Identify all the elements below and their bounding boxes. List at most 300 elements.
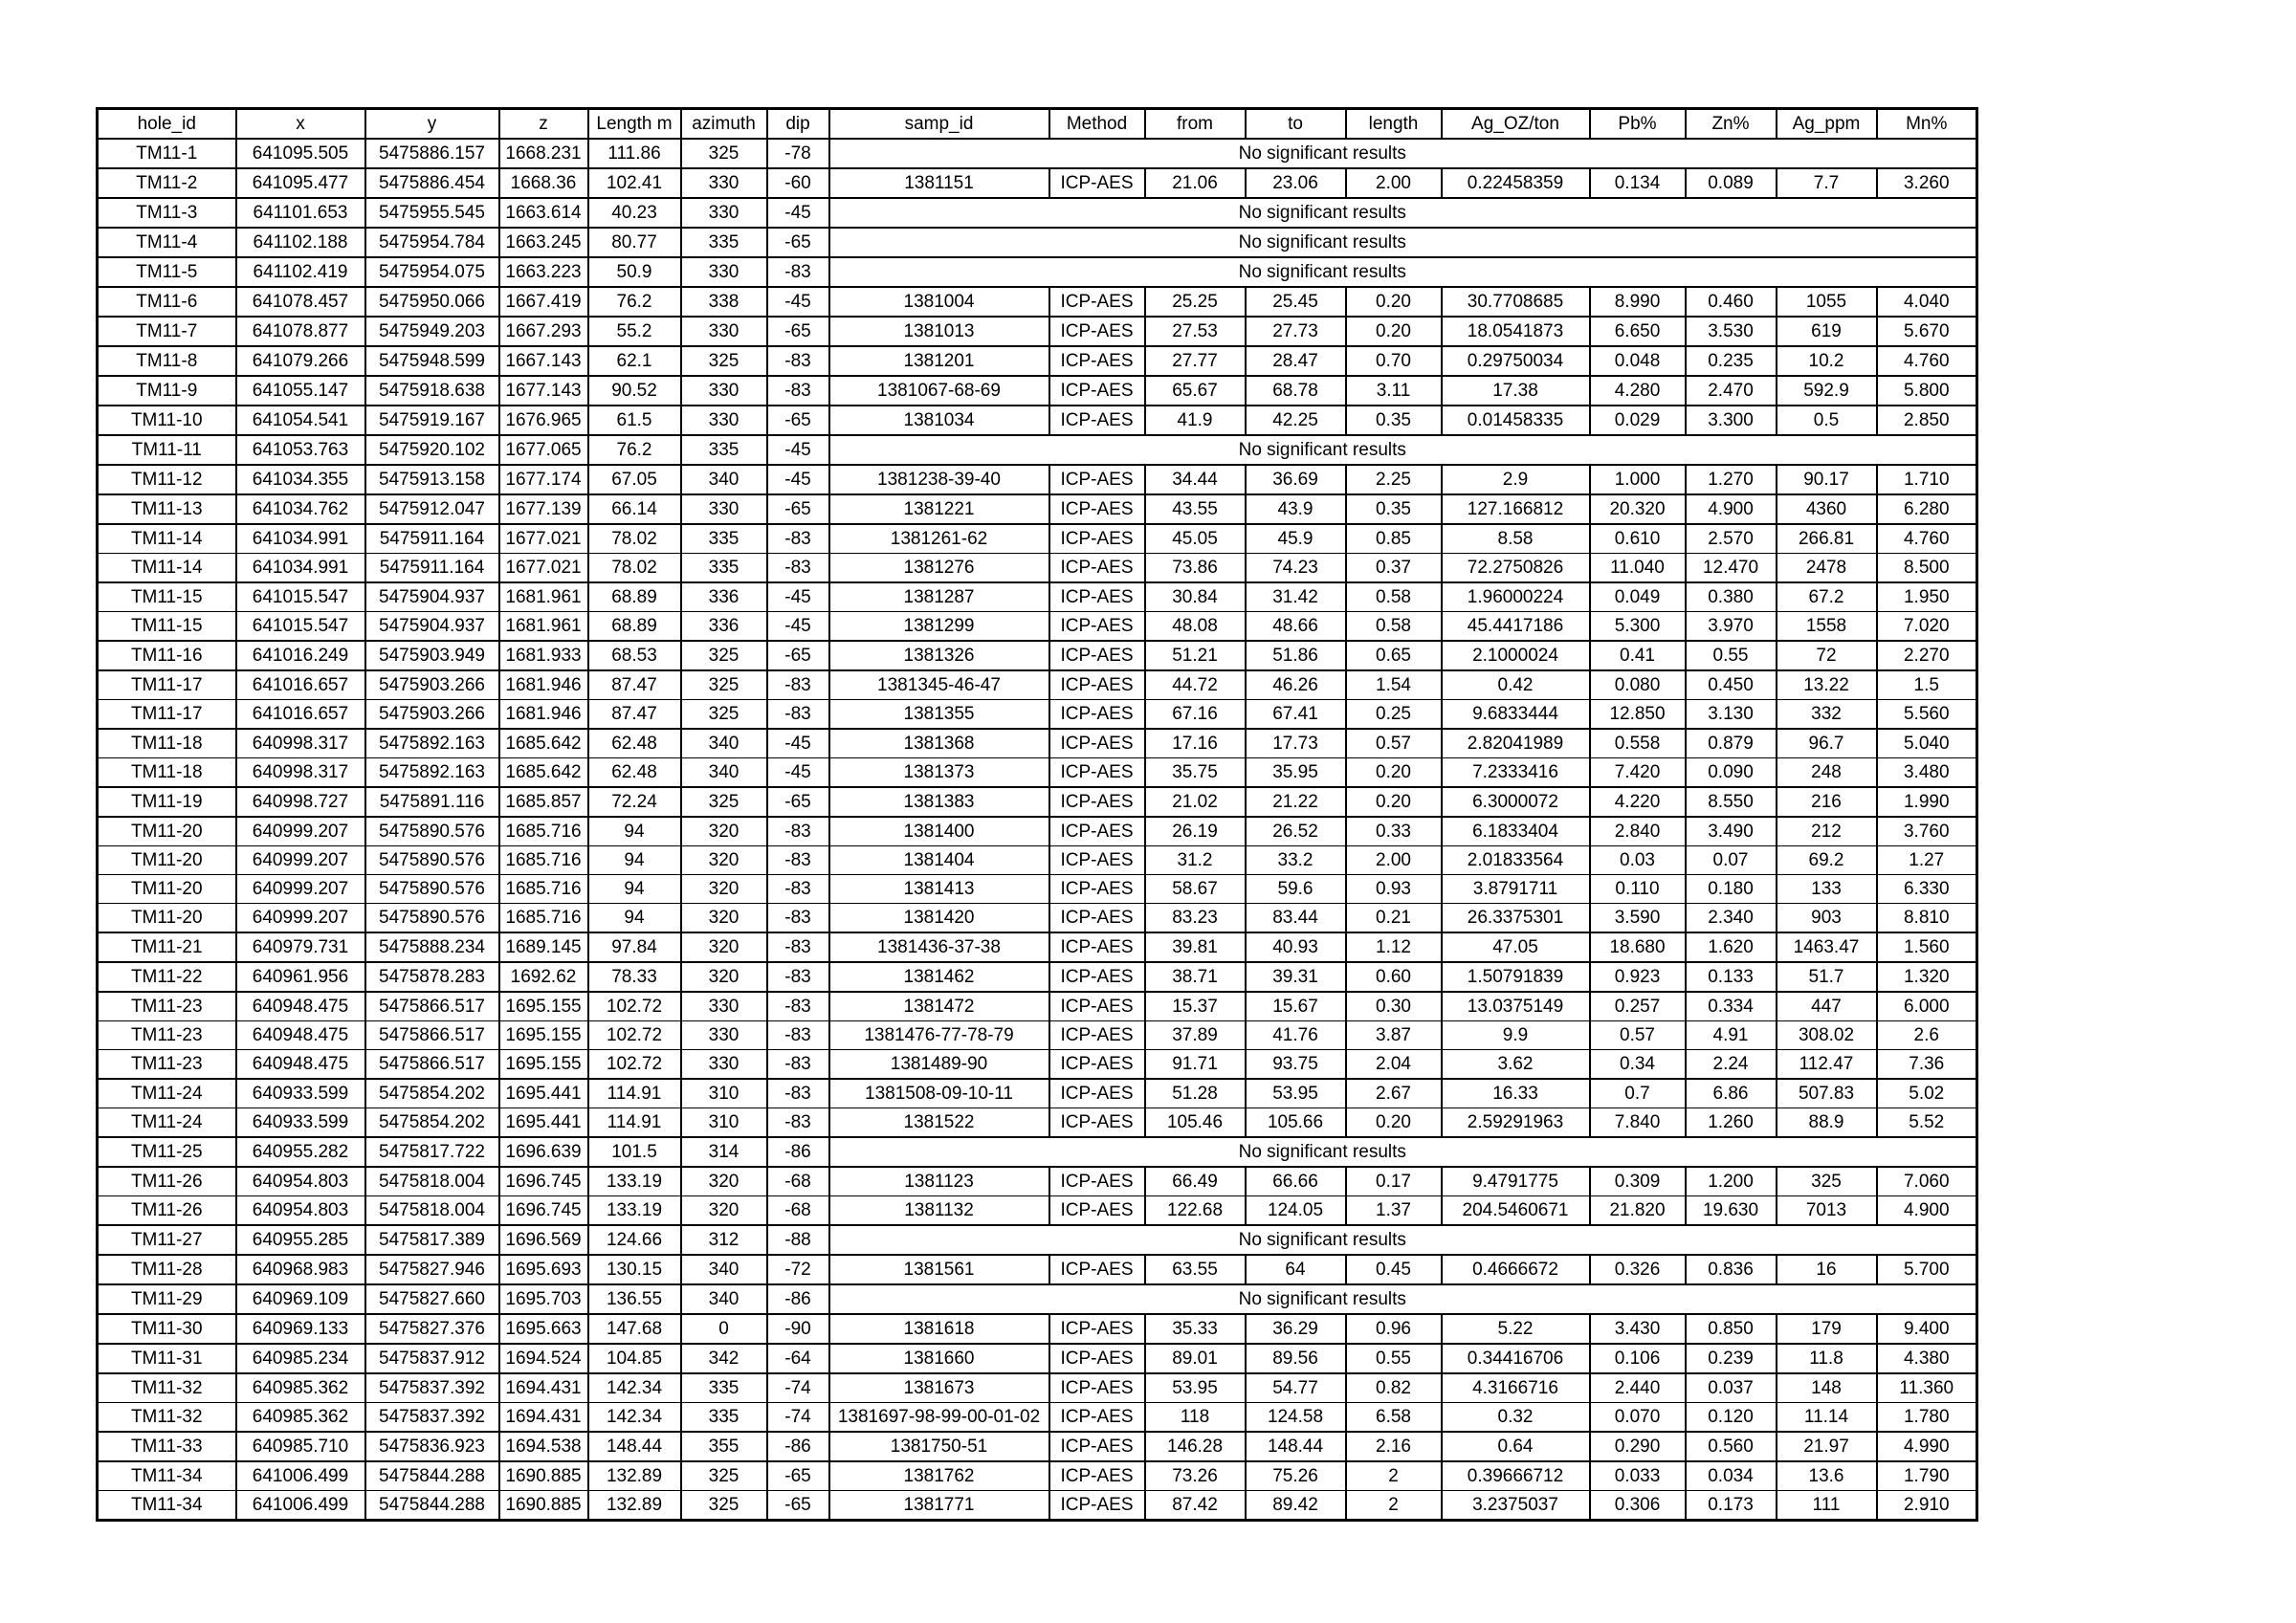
cell-z[interactable]: 1695.663 xyxy=(499,1314,588,1344)
cell-x[interactable]: 640948.475 xyxy=(236,992,365,1021)
cell-x[interactable]: 640955.285 xyxy=(236,1225,365,1255)
cell-pb[interactable]: 0.923 xyxy=(1590,962,1686,992)
cell-from[interactable]: 25.25 xyxy=(1145,287,1246,317)
cell-y[interactable]: 5475837.392 xyxy=(365,1373,499,1403)
column-header-azimuth[interactable]: azimuth xyxy=(681,109,767,140)
cell-y[interactable]: 5475954.784 xyxy=(365,228,499,257)
cell-length[interactable]: 0.35 xyxy=(1346,494,1442,524)
cell-azimuth[interactable]: 335 xyxy=(681,554,767,583)
cell-mn[interactable]: 8.500 xyxy=(1877,554,1977,583)
cell-z[interactable]: 1695.155 xyxy=(499,1021,588,1050)
cell-to[interactable]: 74.23 xyxy=(1246,554,1346,583)
cell-from[interactable]: 73.86 xyxy=(1145,554,1246,583)
cell-y[interactable]: 5475892.163 xyxy=(365,729,499,758)
cell-azimuth[interactable]: 312 xyxy=(681,1225,767,1255)
cell-ag-ppm[interactable]: 133 xyxy=(1777,875,1877,904)
cell-ag-oz-ton[interactable]: 26.3375301 xyxy=(1442,904,1590,933)
cell-length-m[interactable]: 102.41 xyxy=(588,168,681,198)
cell-to[interactable]: 43.9 xyxy=(1246,494,1346,524)
cell-ag-ppm[interactable]: 2478 xyxy=(1777,554,1877,583)
cell-hole-id[interactable]: TM11-20 xyxy=(98,875,236,904)
cell-azimuth[interactable]: 325 xyxy=(681,787,767,817)
cell-dip[interactable]: -83 xyxy=(767,346,829,376)
cell-length-m[interactable]: 142.34 xyxy=(588,1403,681,1433)
column-header-length-m[interactable]: Length m xyxy=(588,109,681,140)
cell-azimuth[interactable]: 320 xyxy=(681,1196,767,1226)
cell-zn[interactable]: 2.24 xyxy=(1686,1050,1777,1080)
cell-from[interactable]: 48.08 xyxy=(1145,612,1246,642)
cell-dip[interactable]: -68 xyxy=(767,1167,829,1196)
cell-ag-oz-ton[interactable]: 0.29750034 xyxy=(1442,346,1590,376)
cell-length[interactable]: 0.21 xyxy=(1346,904,1442,933)
cell-from[interactable]: 30.84 xyxy=(1145,582,1246,612)
cell-from[interactable]: 17.16 xyxy=(1145,729,1246,758)
cell-samp-id[interactable]: 1381368 xyxy=(829,729,1049,758)
cell-ag-oz-ton[interactable]: 9.9 xyxy=(1442,1021,1590,1050)
column-header-length[interactable]: length xyxy=(1346,109,1442,140)
cell-mn[interactable]: 1.780 xyxy=(1877,1403,1977,1433)
cell-pb[interactable]: 0.558 xyxy=(1590,729,1686,758)
cell-length-m[interactable]: 90.52 xyxy=(588,376,681,406)
cell-to[interactable]: 124.58 xyxy=(1246,1403,1346,1433)
cell-mn[interactable]: 1.560 xyxy=(1877,932,1977,962)
cell-z[interactable]: 1681.933 xyxy=(499,641,588,670)
cell-from[interactable]: 44.72 xyxy=(1145,670,1246,700)
cell-x[interactable]: 641095.505 xyxy=(236,139,365,168)
cell-x[interactable]: 641055.147 xyxy=(236,376,365,406)
cell-length-m[interactable]: 133.19 xyxy=(588,1167,681,1196)
cell-samp-id[interactable]: 1381762 xyxy=(829,1461,1049,1491)
cell-azimuth[interactable]: 325 xyxy=(681,139,767,168)
cell-hole-id[interactable]: TM11-33 xyxy=(98,1432,236,1461)
cell-x[interactable]: 640998.727 xyxy=(236,787,365,817)
cell-x[interactable]: 640933.599 xyxy=(236,1079,365,1108)
cell-method[interactable]: ICP-AES xyxy=(1049,700,1145,730)
cell-x[interactable]: 641016.657 xyxy=(236,670,365,700)
cell-z[interactable]: 1695.693 xyxy=(499,1255,588,1284)
cell-ag-oz-ton[interactable]: 30.7708685 xyxy=(1442,287,1590,317)
cell-method[interactable]: ICP-AES xyxy=(1049,1461,1145,1491)
cell-samp-id[interactable]: 1381345-46-47 xyxy=(829,670,1049,700)
cell-ag-oz-ton[interactable]: 4.3166716 xyxy=(1442,1373,1590,1403)
cell-from[interactable]: 87.42 xyxy=(1145,1491,1246,1521)
cell-y[interactable]: 5475903.266 xyxy=(365,670,499,700)
cell-pb[interactable]: 0.049 xyxy=(1590,582,1686,612)
cell-dip[interactable]: -65 xyxy=(767,494,829,524)
no-significant-results-cell[interactable]: No significant results xyxy=(829,1137,1977,1167)
cell-x[interactable]: 640985.362 xyxy=(236,1403,365,1433)
cell-ag-ppm[interactable]: 96.7 xyxy=(1777,729,1877,758)
cell-x[interactable]: 641079.266 xyxy=(236,346,365,376)
cell-pb[interactable]: 4.280 xyxy=(1590,376,1686,406)
cell-mn[interactable]: 5.52 xyxy=(1877,1108,1977,1138)
cell-to[interactable]: 59.6 xyxy=(1246,875,1346,904)
cell-to[interactable]: 36.29 xyxy=(1246,1314,1346,1344)
cell-ag-ppm[interactable]: 69.2 xyxy=(1777,846,1877,875)
cell-to[interactable]: 36.69 xyxy=(1246,465,1346,494)
cell-zn[interactable]: 0.879 xyxy=(1686,729,1777,758)
cell-pb[interactable]: 2.440 xyxy=(1590,1373,1686,1403)
cell-hole-id[interactable]: TM11-18 xyxy=(98,729,236,758)
cell-dip[interactable]: -86 xyxy=(767,1432,829,1461)
cell-azimuth[interactable]: 325 xyxy=(681,1491,767,1521)
cell-length-m[interactable]: 80.77 xyxy=(588,228,681,257)
cell-y[interactable]: 5475886.454 xyxy=(365,168,499,198)
cell-length[interactable]: 2.67 xyxy=(1346,1079,1442,1108)
cell-dip[interactable]: -45 xyxy=(767,465,829,494)
cell-ag-oz-ton[interactable]: 5.22 xyxy=(1442,1314,1590,1344)
cell-dip[interactable]: -83 xyxy=(767,524,829,554)
cell-azimuth[interactable]: 330 xyxy=(681,992,767,1021)
cell-hole-id[interactable]: TM11-23 xyxy=(98,1021,236,1050)
cell-pb[interactable]: 2.840 xyxy=(1590,817,1686,846)
cell-length[interactable]: 0.60 xyxy=(1346,962,1442,992)
cell-length-m[interactable]: 114.91 xyxy=(588,1079,681,1108)
column-header-method[interactable]: Method xyxy=(1049,109,1145,140)
cell-x[interactable]: 640969.133 xyxy=(236,1314,365,1344)
cell-from[interactable]: 105.46 xyxy=(1145,1108,1246,1138)
cell-azimuth[interactable]: 330 xyxy=(681,317,767,346)
cell-samp-id[interactable]: 1381472 xyxy=(829,992,1049,1021)
cell-z[interactable]: 1696.639 xyxy=(499,1137,588,1167)
cell-to[interactable]: 67.41 xyxy=(1246,700,1346,730)
cell-samp-id[interactable]: 1381660 xyxy=(829,1344,1049,1373)
cell-length[interactable]: 0.70 xyxy=(1346,346,1442,376)
cell-pb[interactable]: 0.326 xyxy=(1590,1255,1686,1284)
cell-pb[interactable]: 3.590 xyxy=(1590,904,1686,933)
cell-y[interactable]: 5475949.203 xyxy=(365,317,499,346)
cell-pb[interactable]: 7.840 xyxy=(1590,1108,1686,1138)
no-significant-results-cell[interactable]: No significant results xyxy=(829,228,1977,257)
cell-z[interactable]: 1690.885 xyxy=(499,1461,588,1491)
cell-hole-id[interactable]: TM11-24 xyxy=(98,1079,236,1108)
cell-ag-ppm[interactable]: 1055 xyxy=(1777,287,1877,317)
cell-method[interactable]: ICP-AES xyxy=(1049,582,1145,612)
cell-to[interactable]: 41.76 xyxy=(1246,1021,1346,1050)
cell-length-m[interactable]: 94 xyxy=(588,846,681,875)
cell-length[interactable]: 0.58 xyxy=(1346,612,1442,642)
cell-length[interactable]: 6.58 xyxy=(1346,1403,1442,1433)
cell-y[interactable]: 5475903.949 xyxy=(365,641,499,670)
cell-ag-oz-ton[interactable]: 9.6833444 xyxy=(1442,700,1590,730)
cell-hole-id[interactable]: TM11-12 xyxy=(98,465,236,494)
cell-ag-oz-ton[interactable]: 0.4666672 xyxy=(1442,1255,1590,1284)
cell-hole-id[interactable]: TM11-34 xyxy=(98,1461,236,1491)
cell-zn[interactable]: 4.91 xyxy=(1686,1021,1777,1050)
cell-zn[interactable]: 0.460 xyxy=(1686,287,1777,317)
column-header-samp-id[interactable]: samp_id xyxy=(829,109,1049,140)
cell-samp-id[interactable]: 1381355 xyxy=(829,700,1049,730)
cell-azimuth[interactable]: 330 xyxy=(681,1050,767,1080)
cell-pb[interactable]: 12.850 xyxy=(1590,700,1686,730)
cell-length[interactable]: 0.85 xyxy=(1346,524,1442,554)
cell-pb[interactable]: 21.820 xyxy=(1590,1196,1686,1226)
cell-dip[interactable]: -65 xyxy=(767,1461,829,1491)
cell-length[interactable]: 2.04 xyxy=(1346,1050,1442,1080)
cell-from[interactable]: 53.95 xyxy=(1145,1373,1246,1403)
cell-ag-oz-ton[interactable]: 3.62 xyxy=(1442,1050,1590,1080)
cell-hole-id[interactable]: TM11-32 xyxy=(98,1403,236,1433)
cell-mn[interactable]: 3.480 xyxy=(1877,758,1977,788)
cell-samp-id[interactable]: 1381476-77-78-79 xyxy=(829,1021,1049,1050)
cell-zn[interactable]: 0.380 xyxy=(1686,582,1777,612)
cell-z[interactable]: 1696.569 xyxy=(499,1225,588,1255)
cell-to[interactable]: 21.22 xyxy=(1246,787,1346,817)
cell-hole-id[interactable]: TM11-7 xyxy=(98,317,236,346)
cell-dip[interactable]: -83 xyxy=(767,962,829,992)
cell-to[interactable]: 48.66 xyxy=(1246,612,1346,642)
cell-azimuth[interactable]: 335 xyxy=(681,1373,767,1403)
cell-method[interactable]: ICP-AES xyxy=(1049,1255,1145,1284)
cell-method[interactable]: ICP-AES xyxy=(1049,465,1145,494)
cell-x[interactable]: 641053.763 xyxy=(236,435,365,465)
cell-length[interactable]: 3.11 xyxy=(1346,376,1442,406)
cell-x[interactable]: 640999.207 xyxy=(236,875,365,904)
cell-length-m[interactable]: 104.85 xyxy=(588,1344,681,1373)
cell-y[interactable]: 5475818.004 xyxy=(365,1167,499,1196)
cell-dip[interactable]: -65 xyxy=(767,641,829,670)
cell-length-m[interactable]: 102.72 xyxy=(588,992,681,1021)
cell-from[interactable]: 26.19 xyxy=(1145,817,1246,846)
cell-zn[interactable]: 2.340 xyxy=(1686,904,1777,933)
cell-samp-id[interactable]: 1381238-39-40 xyxy=(829,465,1049,494)
cell-zn[interactable]: 3.490 xyxy=(1686,817,1777,846)
no-significant-results-cell[interactable]: No significant results xyxy=(829,1284,1977,1314)
cell-samp-id[interactable]: 1381462 xyxy=(829,962,1049,992)
cell-x[interactable]: 641034.355 xyxy=(236,465,365,494)
cell-length-m[interactable]: 55.2 xyxy=(588,317,681,346)
cell-x[interactable]: 641034.991 xyxy=(236,554,365,583)
cell-length[interactable]: 0.35 xyxy=(1346,406,1442,435)
cell-pb[interactable]: 7.420 xyxy=(1590,758,1686,788)
cell-length[interactable]: 0.58 xyxy=(1346,582,1442,612)
cell-dip[interactable]: -45 xyxy=(767,198,829,228)
cell-ag-ppm[interactable]: 179 xyxy=(1777,1314,1877,1344)
cell-samp-id[interactable]: 1381436-37-38 xyxy=(829,932,1049,962)
cell-to[interactable]: 15.67 xyxy=(1246,992,1346,1021)
cell-azimuth[interactable]: 335 xyxy=(681,524,767,554)
cell-to[interactable]: 25.45 xyxy=(1246,287,1346,317)
cell-length[interactable]: 1.37 xyxy=(1346,1196,1442,1226)
cell-hole-id[interactable]: TM11-26 xyxy=(98,1167,236,1196)
cell-z[interactable]: 1681.946 xyxy=(499,700,588,730)
cell-length-m[interactable]: 78.02 xyxy=(588,524,681,554)
cell-length-m[interactable]: 66.14 xyxy=(588,494,681,524)
cell-hole-id[interactable]: TM11-14 xyxy=(98,554,236,583)
cell-dip[interactable]: -83 xyxy=(767,1050,829,1080)
cell-length[interactable]: 0.20 xyxy=(1346,758,1442,788)
cell-dip[interactable]: -86 xyxy=(767,1284,829,1314)
cell-x[interactable]: 640985.710 xyxy=(236,1432,365,1461)
cell-samp-id[interactable]: 1381373 xyxy=(829,758,1049,788)
cell-dip[interactable]: -45 xyxy=(767,435,829,465)
cell-length[interactable]: 0.37 xyxy=(1346,554,1442,583)
cell-y[interactable]: 5475836.923 xyxy=(365,1432,499,1461)
cell-x[interactable]: 641016.249 xyxy=(236,641,365,670)
cell-pb[interactable]: 0.306 xyxy=(1590,1491,1686,1521)
cell-z[interactable]: 1694.431 xyxy=(499,1403,588,1433)
cell-y[interactable]: 5475892.163 xyxy=(365,758,499,788)
cell-z[interactable]: 1694.431 xyxy=(499,1373,588,1403)
cell-x[interactable]: 640955.282 xyxy=(236,1137,365,1167)
cell-dip[interactable]: -83 xyxy=(767,1108,829,1138)
cell-zn[interactable]: 12.470 xyxy=(1686,554,1777,583)
cell-mn[interactable]: 3.760 xyxy=(1877,817,1977,846)
cell-dip[interactable]: -83 xyxy=(767,700,829,730)
cell-pb[interactable]: 18.680 xyxy=(1590,932,1686,962)
cell-to[interactable]: 83.44 xyxy=(1246,904,1346,933)
cell-method[interactable]: ICP-AES xyxy=(1049,1079,1145,1108)
cell-y[interactable]: 5475890.576 xyxy=(365,846,499,875)
cell-ag-oz-ton[interactable]: 2.82041989 xyxy=(1442,729,1590,758)
cell-to[interactable]: 148.44 xyxy=(1246,1432,1346,1461)
cell-zn[interactable]: 0.560 xyxy=(1686,1432,1777,1461)
cell-to[interactable]: 89.56 xyxy=(1246,1344,1346,1373)
cell-ag-ppm[interactable]: 21.97 xyxy=(1777,1432,1877,1461)
cell-z[interactable]: 1663.245 xyxy=(499,228,588,257)
column-header-mn[interactable]: Mn% xyxy=(1877,109,1977,140)
cell-x[interactable]: 641016.657 xyxy=(236,700,365,730)
cell-dip[interactable]: -65 xyxy=(767,406,829,435)
cell-from[interactable]: 83.23 xyxy=(1145,904,1246,933)
cell-ag-ppm[interactable]: 266.81 xyxy=(1777,524,1877,554)
cell-length-m[interactable]: 132.89 xyxy=(588,1461,681,1491)
cell-x[interactable]: 641095.477 xyxy=(236,168,365,198)
cell-ag-oz-ton[interactable]: 0.22458359 xyxy=(1442,168,1590,198)
cell-length-m[interactable]: 102.72 xyxy=(588,1050,681,1080)
cell-length[interactable]: 0.57 xyxy=(1346,729,1442,758)
cell-z[interactable]: 1685.716 xyxy=(499,817,588,846)
cell-samp-id[interactable]: 1381123 xyxy=(829,1167,1049,1196)
cell-y[interactable]: 5475817.389 xyxy=(365,1225,499,1255)
cell-method[interactable]: ICP-AES xyxy=(1049,992,1145,1021)
cell-mn[interactable]: 2.850 xyxy=(1877,406,1977,435)
cell-azimuth[interactable]: 330 xyxy=(681,494,767,524)
cell-ag-ppm[interactable]: 216 xyxy=(1777,787,1877,817)
cell-azimuth[interactable]: 325 xyxy=(681,1461,767,1491)
cell-length[interactable]: 0.30 xyxy=(1346,992,1442,1021)
cell-mn[interactable]: 9.400 xyxy=(1877,1314,1977,1344)
cell-zn[interactable]: 0.850 xyxy=(1686,1314,1777,1344)
cell-y[interactable]: 5475854.202 xyxy=(365,1079,499,1108)
cell-to[interactable]: 68.78 xyxy=(1246,376,1346,406)
cell-z[interactable]: 1677.021 xyxy=(499,554,588,583)
cell-z[interactable]: 1668.231 xyxy=(499,139,588,168)
cell-length-m[interactable]: 94 xyxy=(588,875,681,904)
column-header-dip[interactable]: dip xyxy=(767,109,829,140)
cell-zn[interactable]: 0.120 xyxy=(1686,1403,1777,1433)
cell-dip[interactable]: -83 xyxy=(767,376,829,406)
cell-to[interactable]: 75.26 xyxy=(1246,1461,1346,1491)
cell-ag-ppm[interactable]: 4360 xyxy=(1777,494,1877,524)
cell-to[interactable]: 45.9 xyxy=(1246,524,1346,554)
cell-z[interactable]: 1681.961 xyxy=(499,612,588,642)
cell-x[interactable]: 640999.207 xyxy=(236,846,365,875)
cell-ag-ppm[interactable]: 0.5 xyxy=(1777,406,1877,435)
cell-to[interactable]: 23.06 xyxy=(1246,168,1346,198)
cell-length-m[interactable]: 72.24 xyxy=(588,787,681,817)
cell-method[interactable]: ICP-AES xyxy=(1049,846,1145,875)
cell-length-m[interactable]: 50.9 xyxy=(588,257,681,287)
cell-pb[interactable]: 3.430 xyxy=(1590,1314,1686,1344)
cell-x[interactable]: 640999.207 xyxy=(236,817,365,846)
cell-azimuth[interactable]: 342 xyxy=(681,1344,767,1373)
cell-ag-ppm[interactable]: 619 xyxy=(1777,317,1877,346)
cell-azimuth[interactable]: 320 xyxy=(681,846,767,875)
cell-length[interactable]: 0.20 xyxy=(1346,287,1442,317)
cell-zn[interactable]: 3.970 xyxy=(1686,612,1777,642)
cell-z[interactable]: 1695.441 xyxy=(499,1079,588,1108)
cell-ag-oz-ton[interactable]: 3.8791711 xyxy=(1442,875,1590,904)
cell-length-m[interactable]: 147.68 xyxy=(588,1314,681,1344)
cell-ag-ppm[interactable]: 10.2 xyxy=(1777,346,1877,376)
cell-ag-ppm[interactable]: 212 xyxy=(1777,817,1877,846)
cell-hole-id[interactable]: TM11-22 xyxy=(98,962,236,992)
cell-ag-ppm[interactable]: 592.9 xyxy=(1777,376,1877,406)
cell-y[interactable]: 5475837.912 xyxy=(365,1344,499,1373)
cell-azimuth[interactable]: 336 xyxy=(681,582,767,612)
cell-samp-id[interactable]: 1381326 xyxy=(829,641,1049,670)
cell-from[interactable]: 63.55 xyxy=(1145,1255,1246,1284)
cell-z[interactable]: 1694.524 xyxy=(499,1344,588,1373)
cell-dip[interactable]: -65 xyxy=(767,317,829,346)
column-header-x[interactable]: x xyxy=(236,109,365,140)
cell-hole-id[interactable]: TM11-20 xyxy=(98,846,236,875)
cell-hole-id[interactable]: TM11-5 xyxy=(98,257,236,287)
cell-samp-id[interactable]: 1381561 xyxy=(829,1255,1049,1284)
cell-length-m[interactable]: 68.89 xyxy=(588,612,681,642)
cell-mn[interactable]: 4.760 xyxy=(1877,346,1977,376)
cell-zn[interactable]: 0.235 xyxy=(1686,346,1777,376)
cell-zn[interactable]: 1.260 xyxy=(1686,1108,1777,1138)
cell-dip[interactable]: -68 xyxy=(767,1196,829,1226)
cell-pb[interactable]: 0.309 xyxy=(1590,1167,1686,1196)
cell-z[interactable]: 1690.885 xyxy=(499,1491,588,1521)
cell-zn[interactable]: 1.200 xyxy=(1686,1167,1777,1196)
cell-azimuth[interactable]: 320 xyxy=(681,962,767,992)
cell-to[interactable]: 42.25 xyxy=(1246,406,1346,435)
cell-length[interactable]: 1.12 xyxy=(1346,932,1442,962)
cell-ag-ppm[interactable]: 112.47 xyxy=(1777,1050,1877,1080)
cell-azimuth[interactable]: 340 xyxy=(681,1284,767,1314)
cell-ag-oz-ton[interactable]: 18.0541873 xyxy=(1442,317,1590,346)
cell-mn[interactable]: 2.270 xyxy=(1877,641,1977,670)
cell-ag-oz-ton[interactable]: 204.5460671 xyxy=(1442,1196,1590,1226)
cell-method[interactable]: ICP-AES xyxy=(1049,1314,1145,1344)
cell-length-m[interactable]: 62.48 xyxy=(588,758,681,788)
cell-ag-oz-ton[interactable]: 1.96000224 xyxy=(1442,582,1590,612)
cell-mn[interactable]: 7.36 xyxy=(1877,1050,1977,1080)
cell-x[interactable]: 641015.547 xyxy=(236,612,365,642)
cell-length[interactable]: 0.17 xyxy=(1346,1167,1442,1196)
cell-pb[interactable]: 0.134 xyxy=(1590,168,1686,198)
cell-pb[interactable]: 0.41 xyxy=(1590,641,1686,670)
cell-y[interactable]: 5475890.576 xyxy=(365,875,499,904)
cell-length-m[interactable]: 133.19 xyxy=(588,1196,681,1226)
cell-zn[interactable]: 19.630 xyxy=(1686,1196,1777,1226)
cell-y[interactable]: 5475827.660 xyxy=(365,1284,499,1314)
cell-dip[interactable]: -45 xyxy=(767,758,829,788)
cell-from[interactable]: 38.71 xyxy=(1145,962,1246,992)
cell-x[interactable]: 640969.109 xyxy=(236,1284,365,1314)
cell-y[interactable]: 5475903.266 xyxy=(365,700,499,730)
cell-ag-oz-ton[interactable]: 2.01833564 xyxy=(1442,846,1590,875)
cell-y[interactable]: 5475954.075 xyxy=(365,257,499,287)
cell-ag-ppm[interactable]: 148 xyxy=(1777,1373,1877,1403)
cell-y[interactable]: 5475948.599 xyxy=(365,346,499,376)
cell-azimuth[interactable]: 330 xyxy=(681,198,767,228)
cell-y[interactable]: 5475827.376 xyxy=(365,1314,499,1344)
